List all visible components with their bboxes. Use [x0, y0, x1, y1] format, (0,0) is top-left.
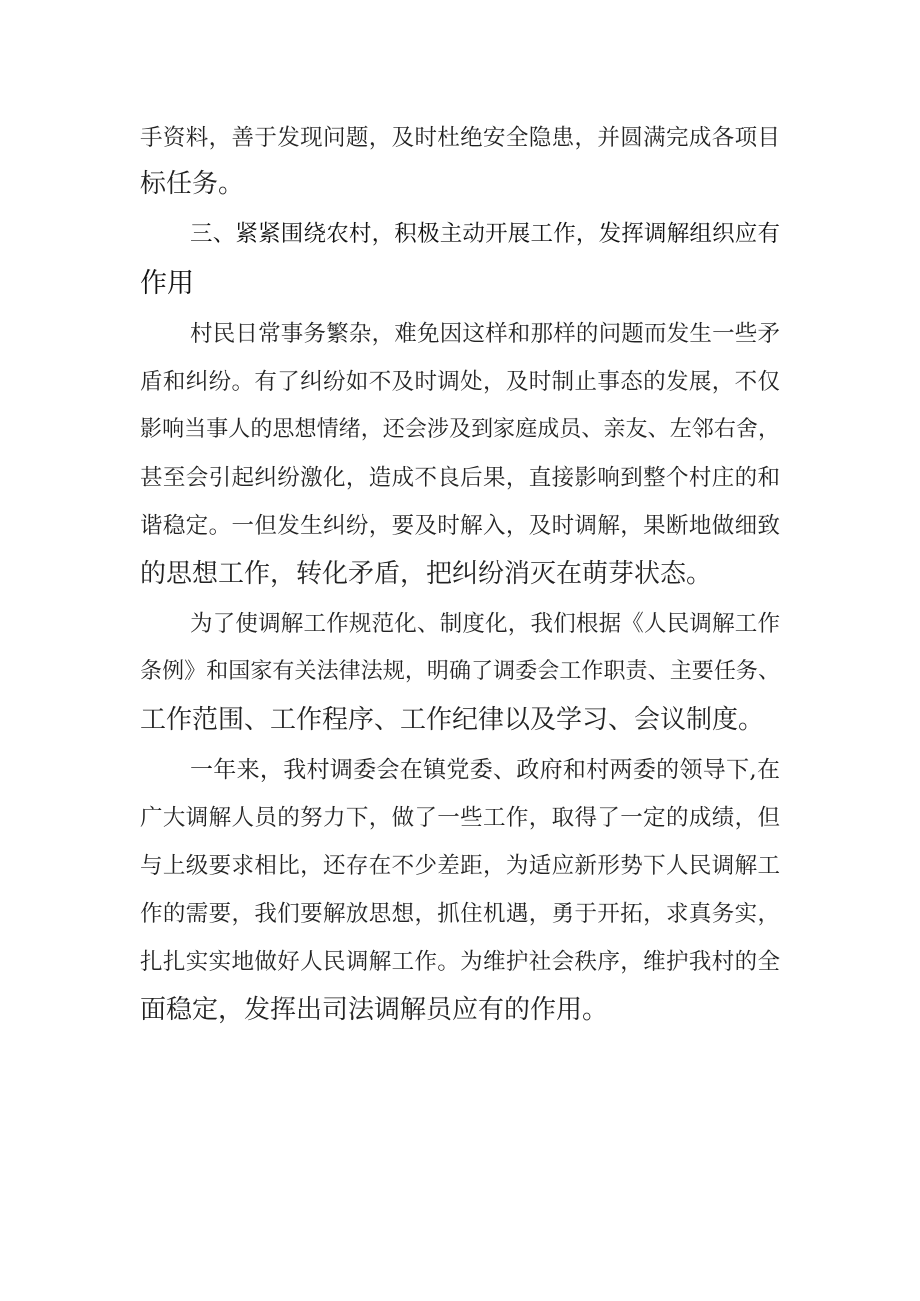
- section-heading-line-2: 作用: [140, 268, 194, 299]
- paragraph1-line-1: 村民日常事务繁杂，难免因这样和那样的问题而发生一些矛: [190, 321, 780, 347]
- paragraph1-line-2: 盾和纠纷。有了纠纷如不及时调处，及时制止事态的发展，不仅: [140, 369, 780, 395]
- paragraph2-line-2: 条例》和国家有关法律法规，明确了调委会工作职责、主要任务、: [140, 659, 780, 684]
- section-heading-line-1: 三、紧紧围绕农村，积极主动开展工作，发挥调解组织应有: [190, 221, 780, 247]
- paragraph1-line-3: 影响当事人的思想情绪，还会涉及到家庭成员、亲友、左邻右舍，: [140, 417, 780, 442]
- paragraph1-line-6: 的思想工作，转化矛盾，把纠纷消灭在萌芽状态。: [140, 559, 713, 589]
- continuation-line-1: 手资料，善于发现问题，及时杜绝安全隐患，并圆满完成各项目: [140, 125, 780, 151]
- paragraph3-line-6: 面稳定，发挥出司法调解员应有的作用。: [140, 995, 609, 1025]
- paragraph2-line-3: 工作范围、工作程序、工作纪律以及学习、会议制度。: [140, 705, 765, 735]
- paragraph1-line-5: 谐稳定。一但发生纠纷，要及时解入，及时调解，果断地做细致: [140, 513, 780, 539]
- paragraph3-line-1: 一年来，我村调委会在镇党委、政府和村两委的领导下,在: [190, 757, 780, 783]
- paragraph1-line-4: 甚至会引起纠纷激化，造成不良后果，直接影响到整个村庄的和: [140, 465, 780, 491]
- paragraph3-line-5: 扎扎实实地做好人民调解工作。为维护社会秩序，维护我村的全: [140, 949, 780, 975]
- continuation-line-2: 标任务。: [140, 169, 245, 199]
- paragraph3-line-4: 作的需要，我们要解放思想，抓住机遇，勇于开拓，求真务实，: [140, 901, 780, 927]
- paragraph3-line-3: 与上级要求相比，还存在不少差距，为适应新形势下人民调解工: [140, 853, 780, 879]
- paragraph2-line-1: 为了使调解工作规范化、制度化，我们根据《人民调解工作: [190, 611, 780, 637]
- paragraph3-line-2: 广大调解人员的努力下，做了一些工作，取得了一定的成绩，但: [140, 805, 780, 831]
